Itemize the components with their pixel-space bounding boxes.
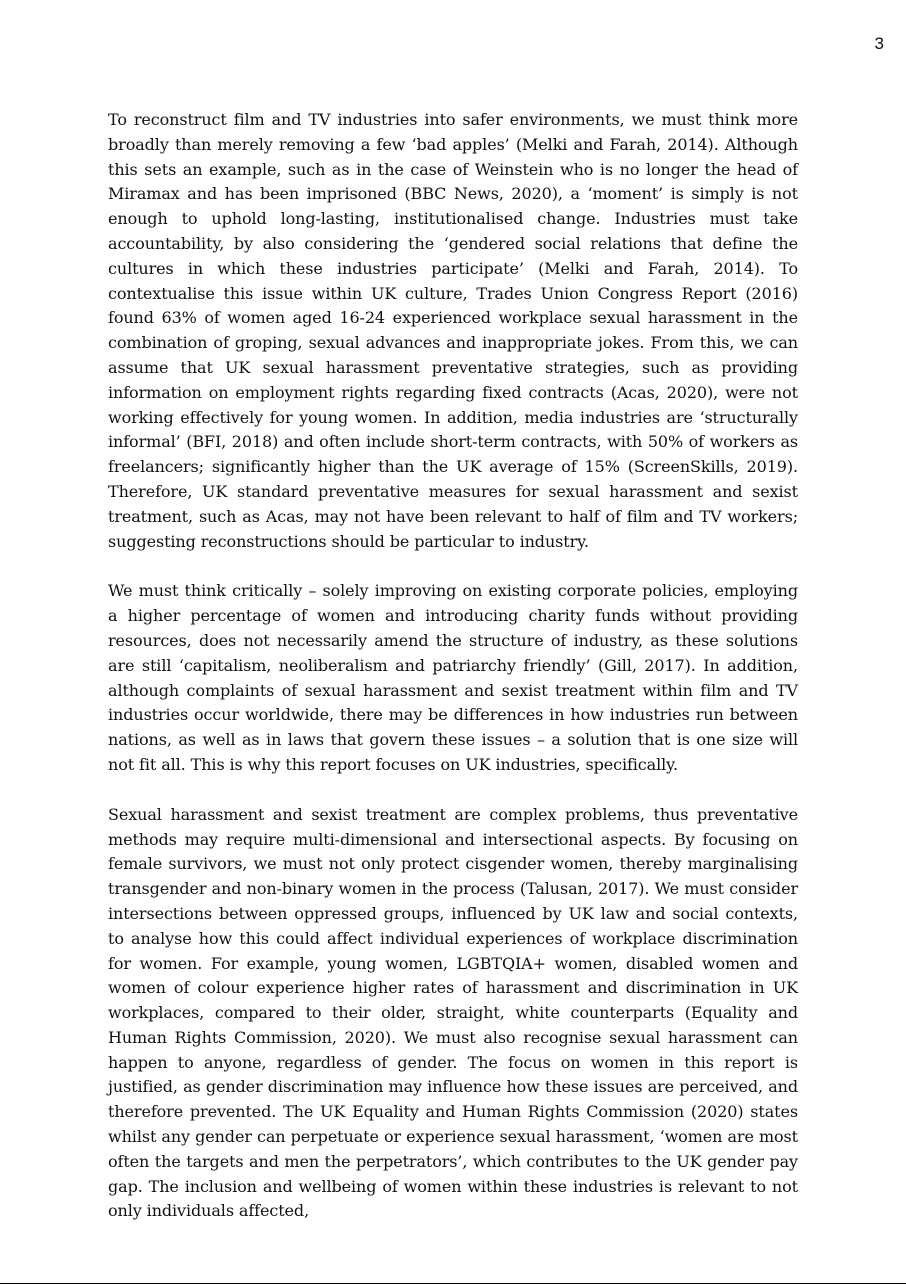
paragraph-3: Sexual harassment and sexist treatment are complex problems, thus preventative methods may require multi-dimensional and intersectional aspects. By focusing on female survivors, we must not only protect cisgender women, thereby marginalising transgender and non-binary women in the process (Talusan, 2017). We must consider intersections between oppressed groups, influenced by UK law and social contexts, to analyse how this could affect individual experiences of workplace discrimination for women. For example, young women, LGBTQIA+ women, disabled women and women of colour experience higher rates of harassment and discrimination in UK workplaces, compared to their older, straight, white counterparts (Equality and Human Rights Commission, 2020). We must also recognise sexual harassment can happen to anyone, regardless of gender. The focus on women in this report is justified, as gender discrimination may influence how these issues are perceived, and therefore prevented. The UK Equality and Human Rights Commission (2020) states whilst any gender can perpetuate or experience sexual harassment, ‘women are most often the targets and men the perpetrators’, which contributes to the UK gender pay gap. The inclusion and wellbeing of women within these industries is relevant to not only individuals affected, — [108, 804, 798, 1221]
page-number: 3 — [874, 34, 884, 53]
document-body — [108, 108, 798, 1249]
page-bottom-divider — [0, 1283, 906, 1284]
paragraph-2: We must think critically – solely improving on existing corporate policies, employing a higher percentage of women and introducing charity funds without providing resources, does not necessarily amend the structure of industry, as these solutions are still ‘capitalism, neoliberalism and patriarchy friendly’ (Gill, 2017). In addition, although complaints of sexual harassment and sexist treatment within film and TV industries occur worldwide, there may be differences in how industries run between nations, as well as in laws that govern these issues – a solution that is one size will not fit all. This is why this report focuses on UK industries, specifically. — [108, 581, 798, 774]
paragraph-1: To reconstruct film and TV industries into safer environments, we must think more broadly than merely removing a few ‘bad apples’ (Melki and Farah, 2014). Although this sets an example, such as in the case of Weinstein who is no longer the head of Miramax and has been imprisoned (BBC News, 2020), a ‘moment’ is simply is not enough to uphold long-lasting, institutionalised change. Industries must take accountability, by also considering the ‘gendered social relations that define the cultures in which these industries participate’ (Melki and Farah, 2014). To contextualise this issue within UK culture, Trades Union Congress Report (2016) found 63% of women aged 16-24 experienced workplace sexual harassment in the combination of groping, sexual advances and inappropriate jokes. From this, we can assume that UK sexual harassment preventative strategies, such as providing information on employment rights regarding fixed contracts (Acas, 2020), were not working effectively for young women. In addition, media industries are ‘structurally informal’ (BFI, 2018) and often include short-term contracts, with 50% of workers as freelancers; significantly higher than the UK average of 15% (ScreenSkills, 2019). Therefore, UK standard preventative measures for sexual harassment and sexist treatment, such as Acas, may not have been relevant to half of film and TV workers; suggesting reconstructions should be particular to industry. — [108, 110, 798, 551]
